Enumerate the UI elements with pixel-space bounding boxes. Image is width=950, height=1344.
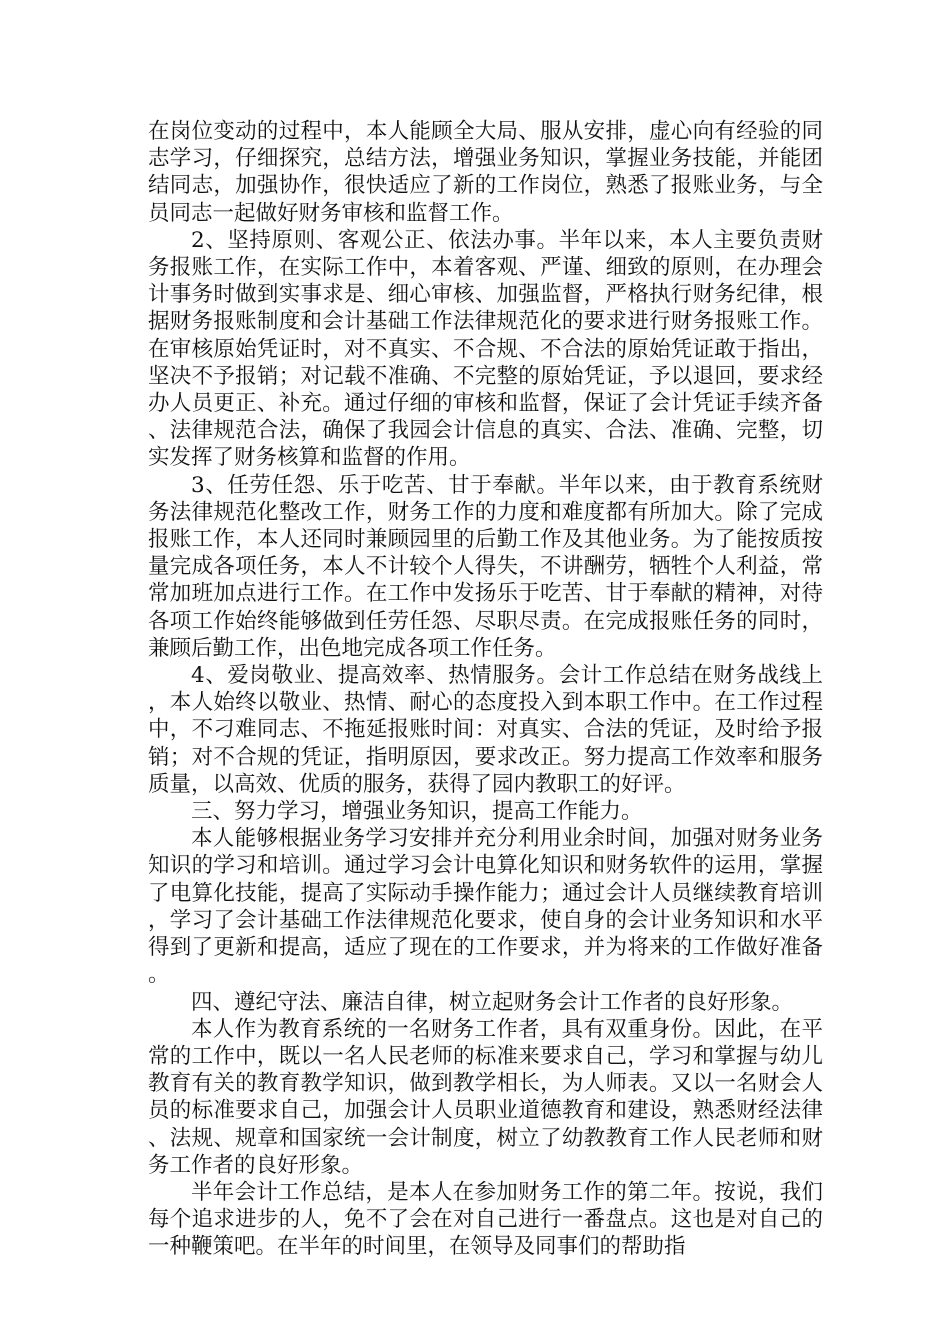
paragraph-service: 4、爱岗敬业、提高效率、热情服务。会计工作总结在财务战线上，本人始终以敬业、热情、耐心的态度投入到本职工作中。在工作过程中，不刁难同志、不拖延报账时间：对真实、合法的凭证，及时给予报销；对不合规的凭证，指明原因，要求改正。努力提高工作效率和服务质量，以高效、优质的服务，获得了园内教职工的好评。: [148, 663, 823, 797]
document-body: [148, 118, 823, 1261]
paragraph-principles: 2、坚持原则、客观公正、依法办事。半年以来，本人主要负责财务报账工作，在实际工作中，本着客观、严谨、细致的原则，在办理会计事务时做到实事求是、细心审核、加强监督，严格执行财务纪律，根据财务报账制度和会计基础工作法律规范化的要求进行财务报账工作。在审核原始凭证时，对不真实、不合规、不合法的原始凭证敢于指出，坚决不予报销；对记载不准确、不完整的原始凭证，予以退回，要求经办人员更正、补充。通过仔细的审核和监督，保证了会计凭证手续齐备、法律规范合法，确保了我园会计信息的真实、合法、准确、完整，切实发挥了财务核算和监督的作用。: [148, 227, 823, 471]
paragraph-dedication: 3、任劳任怨、乐于吃苦、甘于奉献。半年以来，由于教育系统财务法律规范化整改工作，财务工作的力度和难度都有所加大。除了完成报账工作，本人还同时兼顾园里的后勤工作及其他业务。为了能按质按量完成各项任务，本人不计较个人得失，不讲酬劳，牺牲个人利益，常常加班加点进行工作。在工作中发扬乐于吃苦、甘于奉献的精神，对待各项工作始终能够做到任劳任怨、尽职尽责。在完成报账任务的同时，兼顾后勤工作，出色地完成各项工作任务。: [148, 472, 823, 661]
paragraph-integrity: 本人作为教育系统的一名财务工作者，具有双重身份。因此，在平常的工作中，既以一名人民老师的标准来要求自己，学习和掌握与幼儿教育有关的教育教学知识，做到教学相长，为人师表。又以一名财会人员的标准要求自己，加强会计人员职业道德教育和建设，熟悉财经法律、法规、规章和国家统一会计制度，树立了幼教教育工作人民老师和财务工作者的良好形象。: [148, 1016, 823, 1178]
paragraph-summary: 半年会计工作总结，是本人在参加财务工作的第二年。按说，我们每个追求进步的人，免不了会在对自己进行一番盘点。这也是对自己的一种鞭策吧。在半年的时间里，在领导及同事们的帮助指: [148, 1179, 823, 1260]
section-heading-integrity: 四、遵纪守法、廉洁自律，树立起财务会计工作者的良好形象。: [191, 989, 794, 1015]
paragraph-study: 本人能够根据业务学习安排并充分利用业余时间，加强对财务业务知识的学习和培训。通过学习会计电算化知识和财务软件的运用，掌握了电算化技能，提高了实际动手操作能力；通过会计人员继续教育培训，学习了会计基础工作法律规范化要求，使自身的会计业务知识和水平得到了更新和提高，适应了现在的工作要求，并为将来的工作做好准备。: [148, 826, 823, 988]
paragraph-job-transition: 在岗位变动的过程中，本人能顾全大局、服从安排，虚心向有经验的同志学习，仔细探究，总结方法，增强业务知识，掌握业务技能，并能团结同志，加强协作，很快适应了新的工作岗位，熟悉了报账业务，与全员同志一起做好财务审核和监督工作。: [148, 119, 823, 226]
section-heading-study: 三、努力学习，增强业务知识，提高工作能力。: [191, 799, 643, 825]
